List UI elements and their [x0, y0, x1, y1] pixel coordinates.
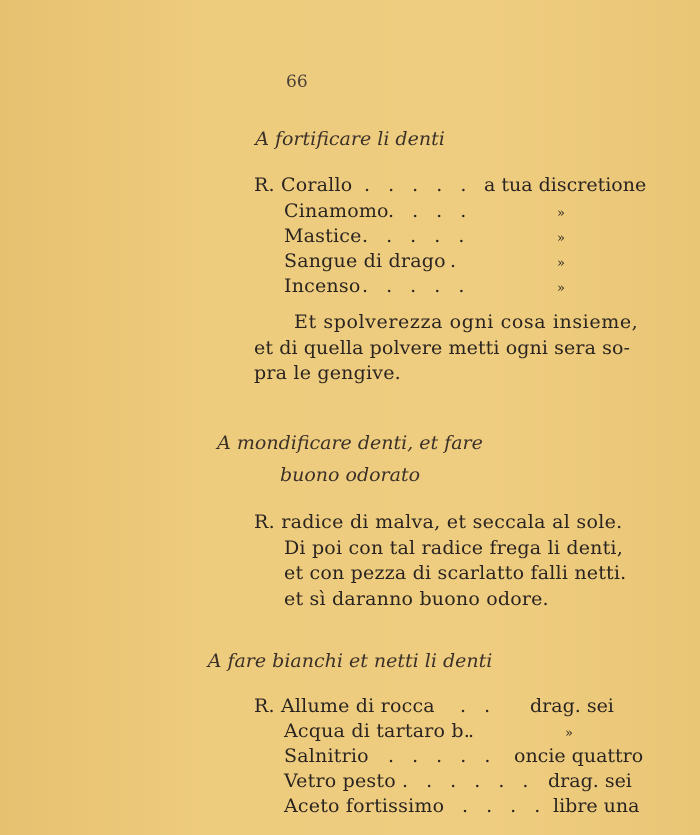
ditto-mark: » [565, 726, 573, 741]
page-number: 66 [286, 72, 308, 92]
paragraph-line: et di quella polvere metti ogni sera so- [254, 337, 631, 359]
recipe-ingredient: Vetro pesto [284, 770, 396, 792]
paragraph-line: et sì daranno buono odore. [284, 588, 549, 610]
recipe-leader: . [468, 720, 481, 742]
recipe-ingredient: Sangue di drago [284, 250, 446, 272]
section-heading-mondificare-line2: buono odorato [279, 464, 421, 486]
recipe-ingredient: Salnitrio [284, 745, 369, 767]
recipe-amount: libre una [553, 795, 640, 817]
paragraph-line: Di poi con tal radice frega li denti, [284, 537, 623, 559]
recipe-leader: . . [460, 695, 497, 717]
recipe-amount: drag. sei [530, 695, 614, 717]
recipe-ingredient: R. Corallo [254, 174, 353, 196]
paragraph-line: et con pezza di scarlatto falli netti. [284, 562, 627, 584]
recipe-ingredient: Cinamomo [284, 200, 389, 222]
recipe-leader: . . . . [462, 795, 547, 817]
section-heading-mondificare: A mondificare denti, et fare [217, 432, 483, 454]
recipe-leader: . . . . . [364, 174, 473, 196]
recipe-ingredient: Aceto fortissimo [284, 795, 445, 817]
recipe-leader: . . . . . [388, 745, 497, 767]
ditto-mark: » [557, 206, 565, 221]
paragraph-line: pra le gengive. [254, 362, 401, 384]
ditto-mark: » [557, 256, 565, 271]
recipe-leader: . . . . [388, 200, 473, 222]
recipe-ingredient: Acqua di tartaro b. [284, 720, 470, 742]
paragraph-line: Et spolverezza ogni cosa insieme, [294, 311, 639, 333]
ditto-mark: » [557, 231, 565, 246]
recipe-ingredient: R. Allume di rocca [254, 695, 435, 717]
recipe-leader: . . . . . [362, 225, 471, 247]
recipe-ingredient: Mastice [284, 225, 362, 247]
recipe-amount: drag. sei [548, 770, 632, 792]
recipe-leader: . . . . . . [402, 770, 535, 792]
ditto-mark: » [557, 281, 565, 296]
recipe-amount: oncie quattro [514, 745, 644, 767]
recipe-leader: . [450, 250, 463, 272]
section-heading-fortificare: A fortificare li denti [255, 128, 445, 150]
recipe-ingredient: Incenso [284, 275, 361, 297]
recipe-leader: . . . . . [362, 275, 471, 297]
recipe-amount: a tua discretione [484, 174, 647, 196]
section-heading-bianchi: A fare bianchi et netti li denti [207, 650, 493, 672]
paragraph-line: R. radice di malva, et seccala al sole. [254, 511, 623, 533]
